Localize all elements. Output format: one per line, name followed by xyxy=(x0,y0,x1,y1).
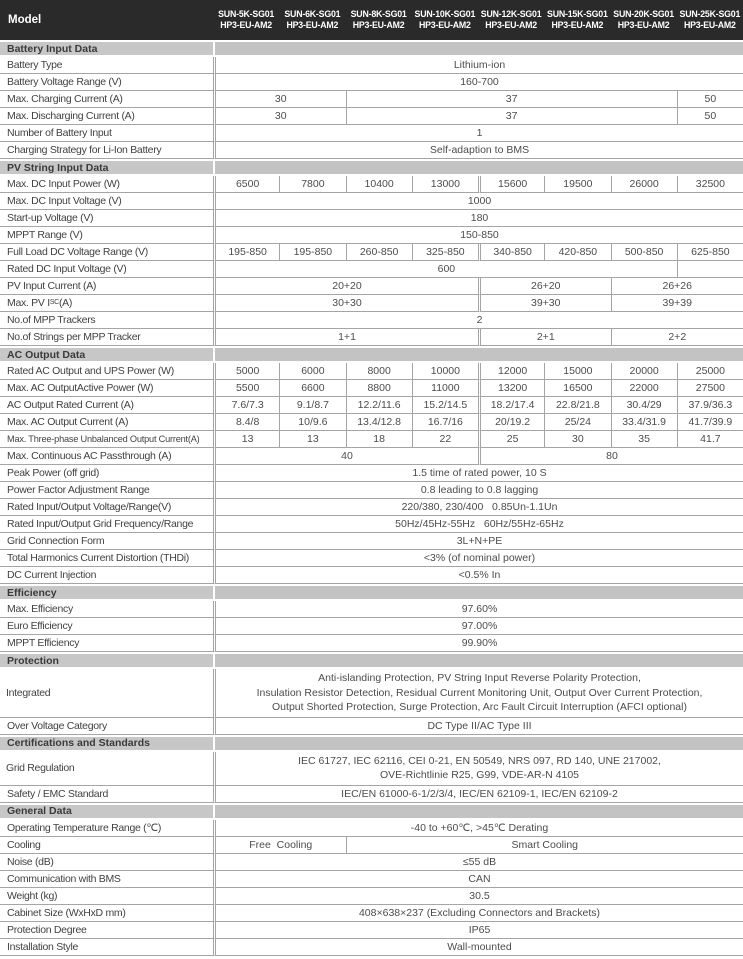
spec-value-cell: 18.2/17.4 xyxy=(478,397,544,414)
spec-value-cell: IP65 xyxy=(213,922,743,939)
model-header-label: Model xyxy=(8,14,42,26)
spec-value-cell: 0.8 leading to 0.8 lagging xyxy=(213,482,743,499)
model-variant: HP3-EU-AM2 xyxy=(286,20,339,30)
model-name: SUN-20K-SG01 xyxy=(613,8,674,19)
spec-value-cell: 33.4/31.9 xyxy=(611,414,677,431)
section-header-fill xyxy=(215,805,743,818)
spec-row-label: Cabinet Size (WxHxD mm) xyxy=(0,905,213,922)
spec-value-cell: 25/24 xyxy=(544,414,610,431)
spec-value-cell: 8.4/8 xyxy=(213,414,279,431)
spec-value-cell: <0.5% In xyxy=(213,567,743,584)
spec-value-cell: Lithium-ion xyxy=(213,57,743,74)
spec-value-cell: IEC/EN 61000-6-1/2/3/4, IEC/EN 62109-1, IEC/EN 62109-2 xyxy=(213,786,743,803)
spec-row-label: Max. Three-phase Unbalanced Output Current(A) xyxy=(0,431,213,448)
spec-row xyxy=(0,74,743,91)
spec-row-label: No.of MPP Trackers xyxy=(0,312,213,329)
spec-value-cell xyxy=(213,752,743,786)
spec-row xyxy=(0,516,743,533)
spec-row xyxy=(0,312,743,329)
spec-value-cell: 32500 xyxy=(677,176,743,193)
spec-value-cell: Free Cooling xyxy=(213,837,346,854)
section-title: AC Output Data xyxy=(0,348,213,361)
spec-value-cell: 2 xyxy=(213,312,743,329)
model-variant: HP3-EU-AM2 xyxy=(617,20,670,30)
spec-row xyxy=(0,499,743,516)
spec-value-cell: 22 xyxy=(412,431,478,448)
spec-value-cell: 37 xyxy=(346,91,677,108)
label-pre: Max. PV I xyxy=(7,297,50,309)
spec-value-cell: 1 xyxy=(213,125,743,142)
spec-value-cell: 8800 xyxy=(346,380,412,397)
spec-value-cell: 180 xyxy=(213,210,743,227)
model-header-row xyxy=(0,0,743,40)
spec-row xyxy=(0,210,743,227)
spec-value-cell: 15.2/14.5 xyxy=(412,397,478,414)
model-name: SUN-5K-SG01 xyxy=(218,8,275,19)
spec-value-cell: 340-850 xyxy=(478,244,544,261)
spec-value-cell: 195-850 xyxy=(279,244,345,261)
spec-row xyxy=(0,431,743,448)
spec-row-label: Total Harmonics Current Distortion (THDi) xyxy=(0,550,213,567)
spec-row xyxy=(0,854,743,871)
model-name: SUN-8K-SG01 xyxy=(350,8,407,19)
spec-row-label: Integrated xyxy=(0,669,213,718)
spec-value-cell: 20+20 xyxy=(213,278,478,295)
spec-value-cell: 600 xyxy=(213,261,677,278)
model-variant: HP3-EU-AM2 xyxy=(683,20,736,30)
section-title: Efficiency xyxy=(0,586,213,599)
spec-value-cell: 97.00% xyxy=(213,618,743,635)
spec-value-cell: 26000 xyxy=(611,176,677,193)
section-header-row xyxy=(0,348,743,361)
spec-row-label: Operating Temperature Range (℃) xyxy=(0,820,213,837)
spec-row xyxy=(0,871,743,888)
spec-value-cell: 50Hz/45Hz-55Hz 60Hz/55Hz-65Hz xyxy=(213,516,743,533)
spec-row xyxy=(0,108,743,125)
section-header-row xyxy=(0,161,743,174)
model-variant: HP3-EU-AM2 xyxy=(418,20,471,30)
spec-value-cell: 50 xyxy=(677,91,743,108)
spec-value-cell: 12.2/11.6 xyxy=(346,397,412,414)
spec-value-cell: 2+1 xyxy=(478,329,611,346)
model-column-header xyxy=(544,9,610,32)
spec-row-label: Rated AC Output and UPS Power (W) xyxy=(0,363,213,380)
spec-row xyxy=(0,888,743,905)
model-variant: HP3-EU-AM2 xyxy=(352,20,405,30)
spec-row-label: MPPT Efficiency xyxy=(0,635,213,652)
spec-value-cell: 37 xyxy=(346,108,677,125)
spec-row-label: Rated Input/Output Voltage/Range(V) xyxy=(0,499,213,516)
spec-value-cell: 13 xyxy=(279,431,345,448)
spec-value-cell: 195-850 xyxy=(213,244,279,261)
spec-row-label: Noise (dB) xyxy=(0,854,213,871)
spec-value-cell: 500-850 xyxy=(611,244,677,261)
spec-row-label: Rated Input/Output Grid Frequency/Range xyxy=(0,516,213,533)
spec-value-cell: 7800 xyxy=(279,176,345,193)
spec-value-cell: -40 to +60℃, >45℃ Derating xyxy=(213,820,743,837)
spec-value-cell: 22.8/21.8 xyxy=(544,397,610,414)
spec-value-cell: 19500 xyxy=(544,176,610,193)
model-column-header xyxy=(478,9,544,32)
spec-value-cell: 40 xyxy=(213,448,478,465)
spec-row xyxy=(0,125,743,142)
spec-value-cell: DC Type II/AC Type III xyxy=(213,718,743,735)
spec-value-cell: 5000 xyxy=(213,363,279,380)
spec-row-label: Battery Voltage Range (V) xyxy=(0,74,213,91)
spec-value-cell: 8000 xyxy=(346,363,412,380)
spec-value-cell: 10000 xyxy=(412,363,478,380)
spec-value-cell: 150-850 xyxy=(213,227,743,244)
spec-value-cell: 6500 xyxy=(213,176,279,193)
spec-value-cell: 30.5 xyxy=(213,888,743,905)
spec-row xyxy=(0,57,743,74)
spec-value-cell: 30 xyxy=(544,431,610,448)
section-header-fill xyxy=(215,161,743,174)
spec-row-label: PV Input Current (A) xyxy=(0,278,213,295)
model-name: SUN-10K-SG01 xyxy=(414,8,476,19)
section-header-fill xyxy=(215,42,743,55)
model-variant: HP3-EU-AM2 xyxy=(485,20,537,30)
spec-value-cell: 10400 xyxy=(346,176,412,193)
model-name: SUN-25K-SG01 xyxy=(679,8,741,19)
section-header-row xyxy=(0,42,743,55)
spec-row xyxy=(0,752,743,786)
spec-value-cell: CAN xyxy=(213,871,743,888)
spec-row-label: Start-up Voltage (V) xyxy=(0,210,213,227)
spec-row xyxy=(0,380,743,397)
spec-value-cell: 99.90% xyxy=(213,635,743,652)
spec-row-label: Max. Charging Current (A) xyxy=(0,91,213,108)
model-column-header xyxy=(677,9,743,32)
spec-value-cell: 325-850 xyxy=(412,244,478,261)
model-column-header xyxy=(213,9,279,32)
spec-row xyxy=(0,669,743,718)
spec-value-cell: 39+39 xyxy=(611,295,743,312)
model-name: SUN-12K-SG01 xyxy=(480,8,542,19)
value-line: OVE-Richtlinie R25, G99, VDE-AR-N 4105 xyxy=(380,769,579,781)
spec-value-cell: 12000 xyxy=(478,363,544,380)
spec-row-label: Max. AC OutputActive Power (W) xyxy=(0,380,213,397)
section-title: General Data xyxy=(0,805,213,818)
model-variant: HP3-EU-AM2 xyxy=(551,20,604,30)
label-post: (A) xyxy=(58,297,73,309)
model-column-header xyxy=(279,9,345,32)
spec-row xyxy=(0,397,743,414)
section-header-row xyxy=(0,654,743,667)
spec-row xyxy=(0,414,743,431)
spec-row xyxy=(0,278,743,295)
spec-row-label: Number of Battery Input xyxy=(0,125,213,142)
spec-value-cell: 26+26 xyxy=(611,278,743,295)
spec-row xyxy=(0,465,743,482)
spec-value-cell: 25000 xyxy=(677,363,743,380)
spec-row-label: DC Current Injection xyxy=(0,567,213,584)
spec-row xyxy=(0,227,743,244)
spec-row-label: Peak Power (off grid) xyxy=(0,465,213,482)
spec-value-cell: 35 xyxy=(611,431,677,448)
spec-row xyxy=(0,718,743,735)
section-title: Certifications and Standards xyxy=(0,737,213,750)
section-header-row xyxy=(0,586,743,599)
spec-value-cell: 30.4/29 xyxy=(611,397,677,414)
spec-value-cell: 27500 xyxy=(677,380,743,397)
spec-value-cell: 7.6/7.3 xyxy=(213,397,279,414)
spec-value-cell: 1.5 time of rated power, 10 S xyxy=(213,465,743,482)
section-header-row xyxy=(0,805,743,818)
section-title: PV String Input Data xyxy=(0,161,213,174)
model-variant: HP3-EU-AM2 xyxy=(220,20,272,30)
spec-row-label: Grid Connection Form xyxy=(0,533,213,550)
spec-value-cell: 25 xyxy=(478,431,544,448)
spec-value-cell: 420-850 xyxy=(544,244,610,261)
spec-row xyxy=(0,601,743,618)
section-header-fill xyxy=(215,737,743,750)
spec-row-label: Max. DC Input Power (W) xyxy=(0,176,213,193)
spec-row-label: Weight (kg) xyxy=(0,888,213,905)
spec-value-cell: 41.7 xyxy=(677,431,743,448)
spec-value-cell: ≤55 dB xyxy=(213,854,743,871)
spec-row xyxy=(0,261,743,278)
spec-row-label: Battery Type xyxy=(0,57,213,74)
spec-value-cell: 13000 xyxy=(412,176,478,193)
spec-value-cell: 5500 xyxy=(213,380,279,397)
spec-value-cell: Smart Cooling xyxy=(346,837,743,854)
spec-row-label: Max. PV I SC (A) xyxy=(0,295,213,312)
spec-row xyxy=(0,142,743,159)
spec-row xyxy=(0,244,743,261)
section-title: Protection xyxy=(0,654,213,667)
spec-row xyxy=(0,329,743,346)
value-line: Anti-islanding Protection, PV String Input Reverse Polarity Protection, xyxy=(318,672,641,684)
spec-value-cell: 30 xyxy=(213,108,346,125)
spec-value-cell: 9.1/8.7 xyxy=(279,397,345,414)
spec-row xyxy=(0,837,743,854)
spec-value-cell: 11000 xyxy=(412,380,478,397)
section-header-fill xyxy=(215,586,743,599)
spec-value-cell: 15000 xyxy=(544,363,610,380)
spec-value-cell: 16.7/16 xyxy=(412,414,478,431)
spec-row-label: Communication with BMS xyxy=(0,871,213,888)
spec-value-cell: 160-700 xyxy=(213,74,743,91)
spec-value-cell: 97.60% xyxy=(213,601,743,618)
spec-value-cell xyxy=(213,669,743,718)
spec-value-cell: 1+1 xyxy=(213,329,478,346)
spec-value-cell: Self-adaption to BMS xyxy=(213,142,743,159)
spec-value-cell: 41.7/39.9 xyxy=(677,414,743,431)
spec-row xyxy=(0,905,743,922)
spec-value-cell: 3L+N+PE xyxy=(213,533,743,550)
spec-row-label: Power Factor Adjustment Range xyxy=(0,482,213,499)
spec-row xyxy=(0,939,743,956)
spec-row-label: Protection Degree xyxy=(0,922,213,939)
section-header-row xyxy=(0,737,743,750)
model-name: SUN-15K-SG01 xyxy=(547,8,608,19)
spec-value-cell: 18 xyxy=(346,431,412,448)
model-column-header xyxy=(346,9,412,32)
spec-row-label: Installation Style xyxy=(0,939,213,956)
value-line: Insulation Resistor Detection, Residual Current Monitoring Unit, Output Over Current Protection, xyxy=(256,686,703,699)
spec-value-cell: 26+20 xyxy=(478,278,611,295)
spec-row-label: Rated DC Input Voltage (V) xyxy=(0,261,213,278)
spec-row-label: Safety / EMC Standard xyxy=(0,786,213,803)
spec-row-label: Max. Continuous AC Passthrough (A) xyxy=(0,448,213,465)
spec-row xyxy=(0,635,743,652)
spec-row xyxy=(0,482,743,499)
spec-value-cell: <3% (of nominal power) xyxy=(213,550,743,567)
value-line: IEC 61727, IEC 62116, CEI 0-21, EN 50549, NRS 097, RD 140, UNE 217002, xyxy=(298,754,661,767)
spec-row xyxy=(0,820,743,837)
spec-value-cell: 260-850 xyxy=(346,244,412,261)
spec-row xyxy=(0,448,743,465)
spec-value-cell: 6000 xyxy=(279,363,345,380)
value-line: Output Shorted Protection, Surge Protection, Arc Fault Circuit Interruption (AFCI optional) xyxy=(272,701,687,713)
spec-row-label: Max. DC Input Voltage (V) xyxy=(0,193,213,210)
section-title: Battery Input Data xyxy=(0,42,213,55)
spec-value-cell: 408×638×237 (Excluding Connectors and Brackets) xyxy=(213,905,743,922)
spec-value-cell: 220/380, 230/400 0.85Un-1.1Un xyxy=(213,499,743,516)
spec-row-label: No.of Strings per MPP Tracker xyxy=(0,329,213,346)
model-column-header xyxy=(412,9,478,32)
spec-row xyxy=(0,363,743,380)
spec-value-cell: 13.4/12.8 xyxy=(346,414,412,431)
spec-row-label: Max. Discharging Current (A) xyxy=(0,108,213,125)
spec-value-cell: 20/19.2 xyxy=(478,414,544,431)
spec-row xyxy=(0,567,743,584)
spec-value-cell: 1000 xyxy=(213,193,743,210)
spec-value-cell: 16500 xyxy=(544,380,610,397)
spec-row xyxy=(0,176,743,193)
spec-row-label: MPPT Range (V) xyxy=(0,227,213,244)
spec-row-label: Full Load DC Voltage Range (V) xyxy=(0,244,213,261)
spec-row xyxy=(0,91,743,108)
spec-value-cell: 80 xyxy=(478,448,743,465)
spec-row-label: Grid Regulation xyxy=(0,752,213,786)
spec-value-cell: 39+30 xyxy=(478,295,611,312)
spec-value-cell: 30+30 xyxy=(213,295,478,312)
spec-value-cell: 15600 xyxy=(478,176,544,193)
spec-row xyxy=(0,533,743,550)
spec-row xyxy=(0,786,743,803)
spec-value-cell: 13 xyxy=(213,431,279,448)
spec-row xyxy=(0,193,743,210)
section-header-fill xyxy=(215,348,743,361)
spec-value-cell: 2+2 xyxy=(611,329,743,346)
spec-value-cell: 50 xyxy=(677,108,743,125)
spec-value-cell xyxy=(677,261,743,278)
spec-value-cell: 13200 xyxy=(478,380,544,397)
spec-row-label: Max. Efficiency xyxy=(0,601,213,618)
section-header-fill xyxy=(215,654,743,667)
model-name: SUN-6K-SG01 xyxy=(284,8,341,19)
spec-value-cell: 37.9/36.3 xyxy=(677,397,743,414)
spec-row xyxy=(0,295,743,312)
spec-row-label: AC Output Rated Current (A) xyxy=(0,397,213,414)
spec-row-label: Charging Strategy for Li-Ion Battery xyxy=(0,142,213,159)
spec-row-label: Euro Efficiency xyxy=(0,618,213,635)
spec-value-cell: 22000 xyxy=(611,380,677,397)
spec-value-cell: 6600 xyxy=(279,380,345,397)
spec-row xyxy=(0,922,743,939)
spec-value-cell: 625-850 xyxy=(677,244,743,261)
spec-row-label: Max. AC Output Current (A) xyxy=(0,414,213,431)
spec-row-label: Cooling xyxy=(0,837,213,854)
spec-value-cell: 20000 xyxy=(611,363,677,380)
model-column-header xyxy=(611,9,677,32)
spec-value-cell: Wall-mounted xyxy=(213,939,743,956)
spec-value-cell: 10/9.6 xyxy=(279,414,345,431)
spec-row xyxy=(0,618,743,635)
spec-row-label: Over Voltage Category xyxy=(0,718,213,735)
spec-value-cell: 30 xyxy=(213,91,346,108)
spec-row xyxy=(0,550,743,567)
